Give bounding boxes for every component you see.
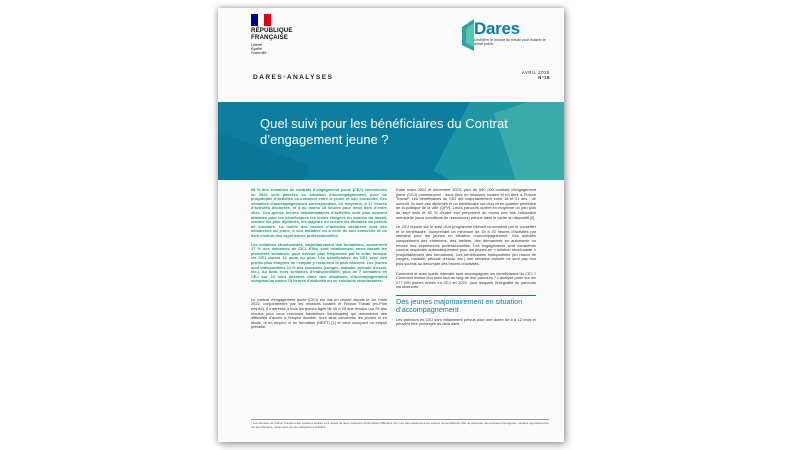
body-paragraph: Entre mars 2022 et décembre 2023, plus de 590 000 contrats d’engagement jeune (CEJ) commencent : deux tiers en missions locales et un tiers à France Travail¹. Les bénéficiaires du CEJ ont majoritairement entre 18 et 21 ans ; de surcroît, ils sont peu diplômés et un bénéficiaire sur cinq vit en quartier prioritaire de la politique de la ville (QPV). Leurs parcours durent en moyenne un peu plus de sept mois et 82 % d’entre eux perçoivent au moins une fois l’allocation mensuelle (sous conditions de ressources) prévue dans le cadre du dispositif [2]. <box>396 187 536 220</box>
dares-tagline: Déchiffrer le monde du travail pour éclairer le débat public <box>474 38 546 47</box>
section-heading: Des jeunes majoritairement en situation d’accompagnement <box>396 295 536 315</box>
flag-white-stripe <box>258 14 265 26</box>
series-label <box>253 74 333 81</box>
publication-title: Quel suivi pour les bénéficiaires du Contrat d’engagement jeune ? <box>260 116 508 147</box>
body-paragraph: Les parcours en CEJ sont initialement prévus pour une durée de 6 à 12 mois et peuvent être prolongés au-delà dans <box>396 316 536 327</box>
french-flag-icon <box>251 14 271 26</box>
footnote: ¹ Les données de France Travail et des missions locales sont issues de deux systèmes d’information différents qui n’ont pas exactement les mêmes nomenclatures. Afin de présenter des données homogènes, certains regroupements ont été effectués, notamment sur les catégories d’activités. <box>251 421 549 429</box>
publication-page <box>218 8 564 442</box>
summary-paragraph: Les solutions structurantes, majoritairement des formations, concernent 17 % des semaines de CEJ. Elles sont relativement rares durant les premières semaines, pour devenir plus fréquentes par la suite, lorsque les CEJ durent 12 mois ou plus. Les bénéficiaires du CEJ avec des profils plus éloignés de l’emploi y recourent le plus souvent. Les jeunes sont indisponibles 13 % des semaines (congés, maladie, période d’essai, etc.). Au total, hors semaines d’indisponibilité, plus de 7 semaines en CEJ sur 10 sont passées dans des situations d’accompagnement comptant au moins 15 heures d’activités ou en solutions structurantes. <box>251 241 387 284</box>
republique-francaise-label: RÉPUBLIQUE FRANÇAISE <box>251 27 293 41</box>
body-paragraph: Le CEJ repose sur le suivi d’un programme intensif co-construit par le conseiller et le bénéficiaire, comprenant un minimum de 15 à 20 heures d’activités par semaine pour les jeunes en situation d’accompagnement. Ces activités comprennent des entretiens, des ateliers, des démarches en autonomie ou encore des expériences professionnelles. Les engagements sont considérés comme respectés automatiquement pour les jeunes en « solution structurante » (majoritairement des formations). Les bénéficiaires indisponibles (en raison de congés, maladie, période d’essai, etc.) une semaine donnée ne sont pas non plus soumis au décompte des heures d’activités. <box>396 224 536 266</box>
series-separator-icon: • <box>283 74 287 81</box>
title-banner <box>218 102 564 180</box>
issue-date: AVRIL 2025 <box>521 70 550 75</box>
series-suffix: ANALYSES <box>286 74 334 81</box>
summary-paragraph: 68 % des semaines de contrats d’engagement jeune (CEJ) commencés en 2022 sont passées en situation d’accompagnement, avec un programme d’activités co-construit entre le jeune et son conseiller. Ces semaines d’accompagnement correspondent, en moyenne, à 17 heures d’activités déclarées, et à au moins 15 heures pour deux tiers d’entre elles. Ces quinze heures hebdomadaires d’activités sont plus souvent atteintes pour les bénéficiaires les moins éloignés du marché du travail, comme les plus diplômés, les majeurs ou encore les titulaires du permis de conduire. La moitié des heures d’activités déclarées sont des démarches du jeune, à son initiative ou à celle de son conseiller et un tiers environ des expériences professionnelles. <box>251 187 387 238</box>
issue-number: N°18 <box>538 75 550 80</box>
republic-motto: Liberté Égalité Fraternité <box>251 43 267 56</box>
dares-brand: Dares <box>474 19 520 38</box>
flag-red-stripe <box>264 14 271 26</box>
series-prefix: DARES <box>253 74 284 81</box>
flag-blue-stripe <box>251 14 258 26</box>
issue-info <box>522 70 550 80</box>
right-column <box>396 188 536 332</box>
intro-paragraph: Le contrat d’engagement jeune (CEJ) est mis en œuvre depuis le 1er mars 2022, conjointement par les missions locales et France Travail (ex-Pôle emploi). Il s’adresse à tous les jeunes âgés de 16 à 25 ans révolus (ou 29 ans révolus pour ceux reconnus travailleurs handicapés) qui rencontrent des difficultés d’accès à l’emploi durable. Sont ainsi concernés les jeunes ni en étude, ni en emploi, ni en formation (NEET) [1] et ceux occupant un emploi précaire. <box>251 296 387 330</box>
body-paragraph: Comment et avec quelle intensité sont accompagnés les bénéficiaires du CEJ ? Comment évolue leur suivi tout au long de leur parcours ? L’analyse porte sur les 277 000 jeunes entrés en CEJ en 2022, pour lesquels l’intégralité du parcours est observée. <box>396 270 536 290</box>
left-column <box>251 188 387 335</box>
